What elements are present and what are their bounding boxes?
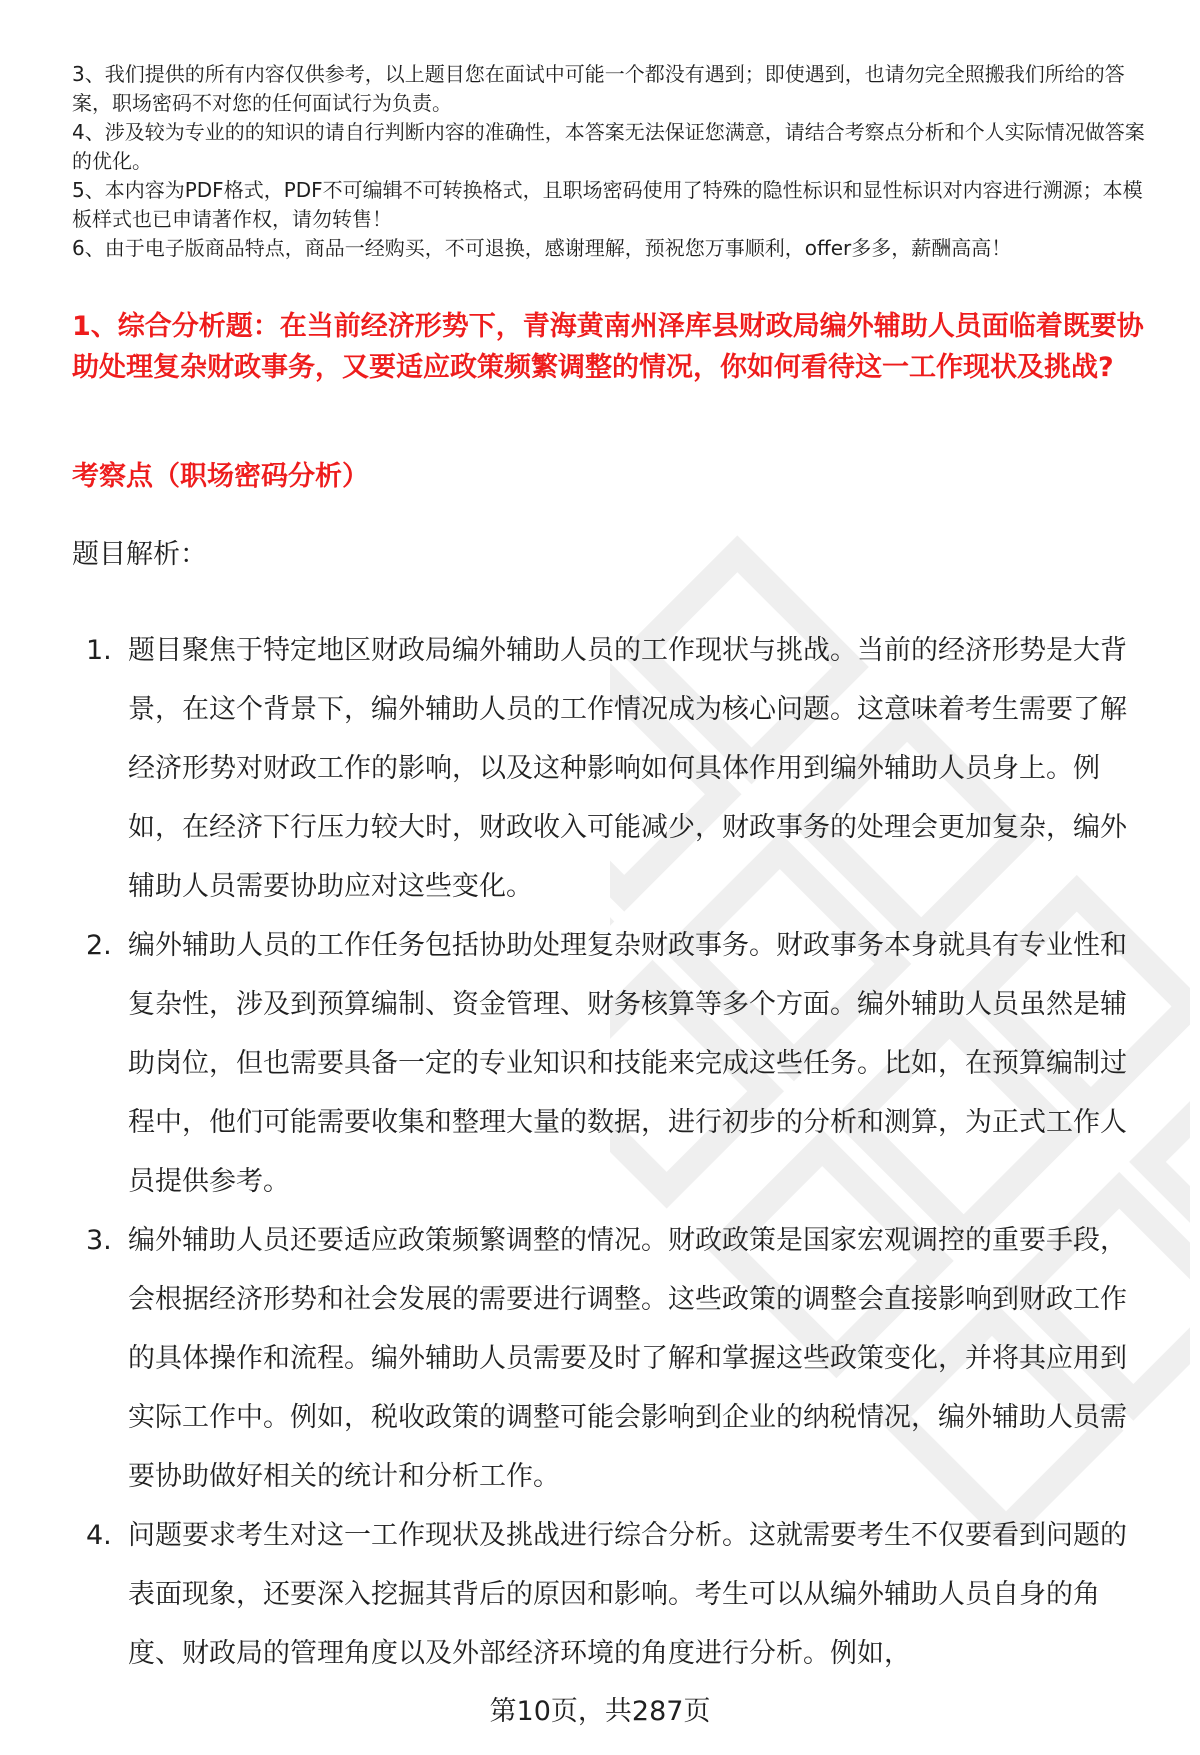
question-title: 1、综合分析题：在当前经济形势下，青海黄南州泽库县财政局编外辅助人员面临着既要协助处理复杂财政事务，又要适应政策频繁调整的情况，你如何看待这一工作现状及挑战? [72, 311, 1144, 383]
point-number: 1. [86, 635, 112, 666]
analysis-points [72, 621, 1152, 1683]
note-item: 6、由于电子版商品特点，商品一经购买，不可退换，感谢理解，预祝您万事顺利，offer多多，薪酬高高！ [72, 236, 1012, 260]
note-item: 5、本内容为PDF格式，PDF不可编辑不可转换格式，且职场密码使用了特殊的隐性标识和显性标识对内容进行溯源；本模板样式也已申请著作权，请勿转售！ [72, 178, 1143, 231]
note-item: 4、涉及较为专业的的知识的请自行判断内容的准确性，本答案无法保证您满意，请结合考察点分析和个人实际情况做答案的优化。 [72, 120, 1145, 173]
note-item: 3、我们提供的所有内容仅供参考，以上题目您在面试中可能一个都没有遇到；即使遇到，也请勿完全照搬我们所给的答案，职场密码不对您的任何面试行为负责。 [72, 62, 1125, 115]
notes-list [72, 60, 1152, 263]
point-text: 编外辅助人员的工作任务包括协助处理复杂财政事务。财政事务本身就具有专业性和复杂性，涉及到预算编制、资金管理、财务核算等多个方面。编外辅助人员虽然是辅助岗位，但也需要具备一定的专业知识和技能来完成这些任务。比如，在预算编制过程中，他们可能需要收集和整理大量的数据，进行初步的分析和测算，为正式工作人员提供参考。 [128, 930, 1127, 1197]
page-number-footer: 第10页，共287页 [489, 1696, 711, 1727]
analysis-point [72, 621, 1152, 916]
point-text: 题目聚焦于特定地区财政局编外辅助人员的工作现状与挑战。当前的经济形势是大背景，在这个背景下，编外辅助人员的工作情况成为核心问题。这意味着考生需要了解经济形势对财政工作的影响，以及这种影响如何具体作用到编外辅助人员身上。例如，在经济下行压力较大时，财政收入可能减少，财政事务的处理会更加复杂，编外辅助人员需要协助应对这些变化。 [128, 635, 1127, 902]
analysis-point [72, 1506, 1152, 1683]
analysis-point [72, 916, 1152, 1211]
point-number: 3. [86, 1225, 112, 1256]
point-text: 问题要求考生对这一工作现状及挑战进行综合分析。这就需要考生不仅要看到问题的表面现象，还要深入挖掘其背后的原因和影响。考生可以从编外辅助人员自身的角度、财政局的管理角度以及外部经济环境的角度进行分析。例如， [128, 1520, 1127, 1669]
analysis-point [72, 1211, 1152, 1506]
section-heading: 考察点（职场密码分析） [72, 461, 369, 492]
analysis-label: 题目解析： [72, 539, 207, 570]
point-number: 2. [86, 930, 112, 961]
point-text: 编外辅助人员还要适应政策频繁调整的情况。财政政策是国家宏观调控的重要手段，会根据经济形势和社会发展的需要进行调整。这些政策的调整会直接影响到财政工作的具体操作和流程。编外辅助人员需要及时了解和掌握这些政策变化，并将其应用到实际工作中。例如，税收政策的调整可能会影响到企业的纳税情况，编外辅助人员需要协助做好相关的统计和分析工作。 [128, 1225, 1127, 1492]
point-number: 4. [86, 1520, 112, 1551]
